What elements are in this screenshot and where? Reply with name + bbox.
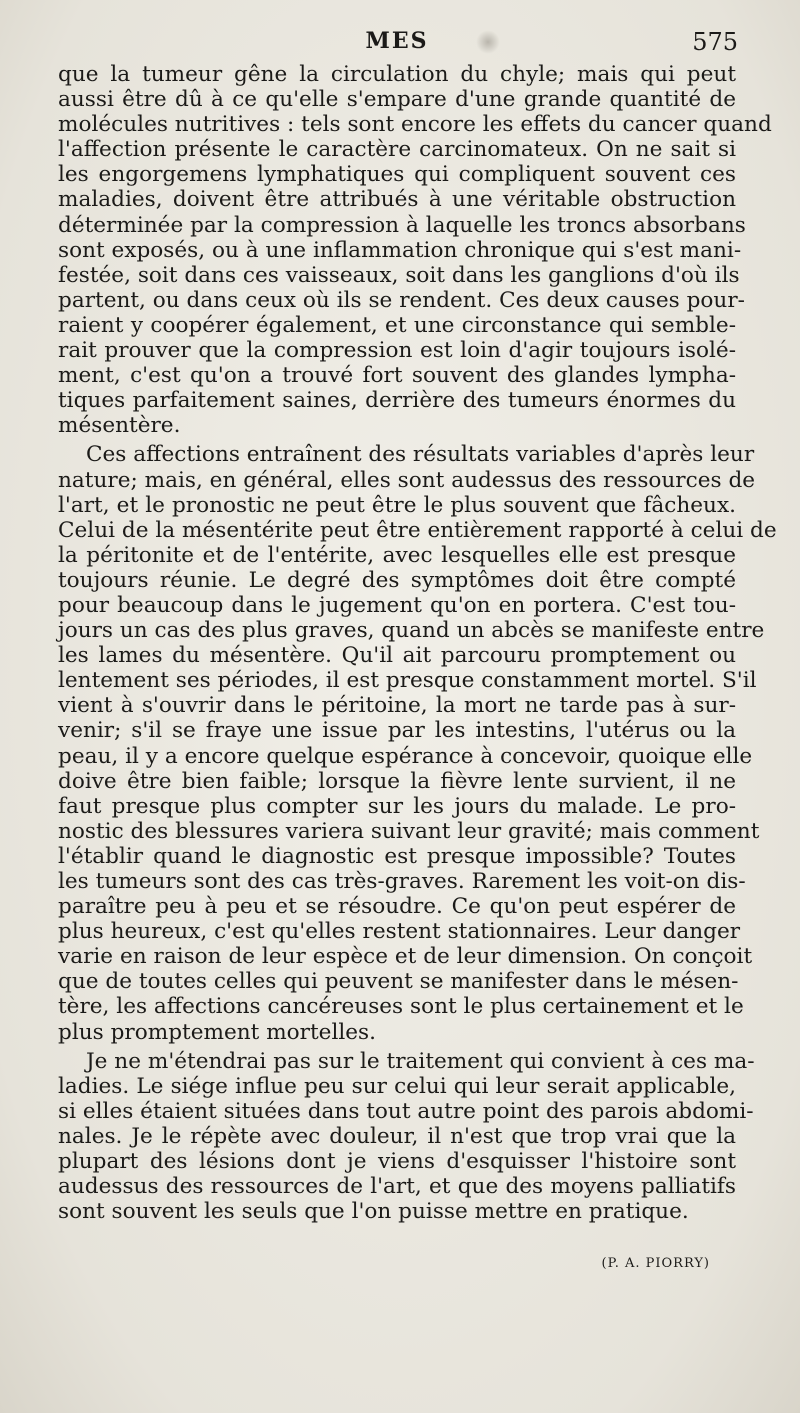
author-signature: (P. A. PIORRY) bbox=[601, 1256, 710, 1271]
text-line: l'affection présente le caractère carcinomateux. On ne sait si bbox=[58, 137, 736, 163]
text-line: varie en raison de leur espèce et de leur dimension. On conçoit bbox=[58, 944, 753, 970]
text-line: Ces affections entraînent des résultats variables d'après leur bbox=[86, 442, 755, 468]
paragraph bbox=[58, 442, 777, 1045]
text-line: mésentère. bbox=[58, 413, 181, 439]
text-line: les engorgemens lymphatiques qui compliquent souvent ces bbox=[58, 162, 736, 188]
body-text bbox=[58, 62, 777, 1225]
text-line: que de toutes celles qui peuvent se manifester dans le mésen- bbox=[58, 969, 739, 995]
text-line: faut presque plus compter sur les jours du malade. Le pro- bbox=[58, 793, 736, 819]
text-line: raient y coopérer également, et une circonstance qui semble- bbox=[58, 312, 736, 338]
text-line: jours un cas des plus graves, quand un abcès se manifeste entre bbox=[58, 618, 765, 644]
text-line: Celui de la mésentérite peut être entièrement rapporté à celui de bbox=[58, 517, 777, 543]
text-line: l'art, et le pronostic ne peut être le plus souvent que fâcheux. bbox=[58, 492, 736, 518]
text-line: l'établir quand le diagnostic est presque impossible? Toutes bbox=[58, 843, 736, 869]
text-line: toujours réunie. Le degré des symptômes doit être compté bbox=[58, 567, 736, 593]
text-line: ment, c'est qu'on a trouvé fort souvent des glandes lympha- bbox=[58, 363, 736, 389]
page-header bbox=[56, 28, 738, 58]
text-line: doive être bien faible; lorsque la fièvre lente survient, il ne bbox=[58, 768, 736, 794]
text-line: déterminée par la compression à laquelle les troncs absorbans bbox=[58, 212, 746, 238]
paragraph bbox=[58, 62, 772, 439]
text-line: sont souvent les seuls que l'on puisse mettre en pratique. bbox=[58, 1199, 689, 1225]
text-line: rait prouver que la compression est loin d'agir toujours isolé- bbox=[58, 338, 736, 364]
paragraph bbox=[58, 1048, 755, 1225]
text-line: maladies, doivent être attribués à une véritable obstruction bbox=[58, 187, 736, 213]
text-line: tère, les affections cancéreuses sont le plus certainement et le bbox=[58, 994, 744, 1020]
text-line: partent, ou dans ceux où ils se rendent. Ces deux causes pour- bbox=[58, 287, 745, 313]
text-line: plus promptement mortelles. bbox=[58, 1019, 376, 1045]
text-line: venir; s'il se fraye une issue par les intestins, l'utérus ou la bbox=[58, 718, 736, 744]
text-line: la péritonite et de l'entérite, avec lesquelles elle est presque bbox=[58, 542, 736, 568]
text-line: que la tumeur gêne la circulation du chyle; mais qui peut bbox=[58, 62, 736, 87]
text-line: pour beaucoup dans le jugement qu'on en portera. C'est tou- bbox=[58, 592, 736, 618]
text-line: plus heureux, c'est qu'elles restent stationnaires. Leur danger bbox=[58, 919, 741, 945]
text-line: vient à s'ouvrir dans le péritoine, la mort ne tarde pas à sur- bbox=[58, 693, 736, 719]
text-line: aussi être dû à ce qu'elle s'empare d'une grande quantité de bbox=[58, 87, 736, 113]
text-line: les tumeurs sont des cas très-graves. Rarement les voit-on dis- bbox=[58, 869, 746, 894]
text-line: si elles étaient situées dans tout autre point des parois abdomi- bbox=[58, 1098, 754, 1124]
text-line: audessus des ressources de l'art, et que des moyens palliatifs bbox=[58, 1174, 736, 1200]
text-line: nales. Je le répète avec douleur, il n'est que trop vrai que la bbox=[58, 1123, 736, 1149]
text-line: Je ne m'étendrai pas sur le traitement qui convient à ces ma- bbox=[86, 1048, 755, 1074]
text-line: ladies. Le siége influe peu sur celui qui leur serait applicable, bbox=[58, 1073, 736, 1099]
text-line: plupart des lésions dont je viens d'esquisser l'histoire sont bbox=[58, 1149, 736, 1175]
text-line: lentement ses périodes, il est presque constamment mortel. S'il bbox=[58, 668, 757, 694]
text-line: paraître peu à peu et se résoudre. Ce qu'on peut espérer de bbox=[58, 894, 736, 920]
text-line: festée, soit dans ces vaisseaux, soit dans les ganglions d'où ils bbox=[58, 262, 740, 288]
text-line: peau, il y a encore quelque espérance à concevoir, quoique elle bbox=[58, 743, 753, 769]
text-line: nostic des blessures variera suivant leur gravité; mais comment bbox=[58, 818, 760, 844]
text-line: molécules nutritives : tels sont encore les effets du cancer quand bbox=[58, 112, 772, 138]
text-line: les lames du mésentère. Qu'il ait parcouru promptement ou bbox=[58, 643, 736, 669]
page-number: 575 bbox=[692, 28, 738, 56]
text-line: sont exposés, ou à une inflammation chronique qui s'est mani- bbox=[58, 237, 742, 263]
text-line: nature; mais, en général, elles sont audessus des ressources de bbox=[58, 467, 756, 493]
text-line: tiques parfaitement saines, derrière des tumeurs énormes du bbox=[58, 388, 736, 414]
running-head: MES bbox=[365, 28, 429, 54]
